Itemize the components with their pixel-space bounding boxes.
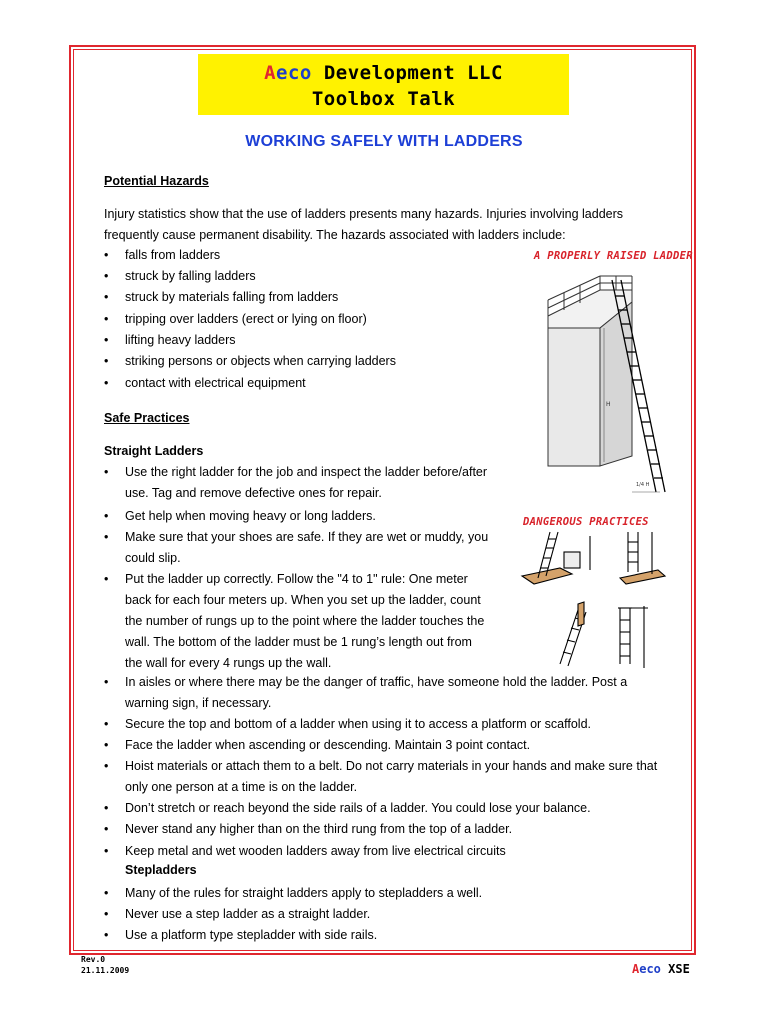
list-item-text: Many of the rules for straight ladders apply to stepladders a well.: [125, 886, 483, 900]
bullet-marker: •: [104, 572, 109, 586]
list-item-continuation: the wall for every 4 rungs up the wall.: [125, 656, 332, 670]
header-subtitle: Toolbox Talk: [311, 88, 456, 110]
bullet-marker: •: [104, 844, 109, 858]
list-item-continuation: use. Tag and remove defective ones for repair.: [125, 486, 382, 500]
list-item-text: lifting heavy ladders: [125, 333, 236, 347]
straight-ladders-heading: Straight Ladders: [104, 444, 204, 458]
bullet-marker: •: [104, 801, 109, 815]
list-item-text: contact with electrical equipment: [125, 376, 306, 390]
list-item-continuation: warning sign, if necessary.: [125, 696, 272, 710]
list-item-text: Don’t stretch or reach beyond the side rails of a ladder. You could lose your balance.: [125, 801, 591, 815]
company-name-rest: Development LLC: [311, 62, 503, 84]
bullet-marker: •: [104, 675, 109, 689]
footer-brand: [632, 962, 690, 976]
bullet-marker: •: [104, 354, 109, 368]
list-item-continuation: only one person at a time is on the ladder.: [125, 780, 358, 794]
list-item-continuation: could slip.: [125, 551, 181, 565]
dangerous-practices-caption: DANGEROUS PRACTICES: [523, 516, 649, 528]
list-item-text: tripping over ladders (erect or lying on floor): [125, 312, 367, 326]
stepladders-heading: Stepladders: [125, 863, 197, 877]
dangerous-practices-illustration: [520, 528, 685, 673]
base-dimension-label: 1/4 H: [636, 482, 650, 488]
list-item-text: Never stand any higher than on the third rung from the top of a ladder.: [125, 822, 513, 836]
list-item-text: Use a platform type stepladder with side rails.: [125, 928, 378, 942]
list-item-text: Hoist materials or attach them to a belt. Do not carry materials in your hands and make sure that: [125, 759, 658, 773]
list-item-text: struck by materials falling from ladders: [125, 290, 339, 304]
bullet-marker: •: [104, 509, 109, 523]
bullet-marker: •: [104, 248, 109, 262]
footer-brand-eco: eco: [639, 962, 661, 976]
raised-ladder-caption: A PROPERLY RAISED LADDER: [534, 250, 693, 262]
revision-label: Rev.0: [81, 955, 106, 964]
list-item-continuation: the number of rungs up to the point where the ladder touches the: [125, 614, 485, 628]
bullet-marker: •: [104, 717, 109, 731]
hazards-heading: Potential Hazards: [104, 174, 209, 188]
list-item-text: In aisles or where there may be the danger of traffic, have someone hold the ladder. Post a: [125, 675, 628, 689]
revision-date: 21.11.2009: [81, 966, 130, 975]
bullet-marker: •: [104, 376, 109, 390]
bullet-marker: •: [104, 312, 109, 326]
list-item-text: Face the ladder when ascending or descending. Maintain 3 point contact.: [125, 738, 531, 752]
hazards-intro-line-1: Injury statistics show that the use of ladders presents many hazards. Injuries involving ladders: [104, 207, 624, 221]
bullet-marker: •: [104, 759, 109, 773]
bullet-marker: •: [104, 886, 109, 900]
bullet-marker: •: [104, 269, 109, 283]
hazards-intro-line-2: frequently cause permanent disability. The hazards associated with ladders include:: [104, 228, 566, 242]
height-dimension-label: H: [606, 401, 611, 408]
list-item-text: Use the right ladder for the job and inspect the ladder before/after: [125, 465, 488, 479]
document-title: WORKING SAFELY WITH LADDERS: [245, 133, 523, 150]
bullet-marker: •: [104, 907, 109, 921]
bullet-marker: •: [104, 822, 109, 836]
bullet-marker: •: [104, 530, 109, 544]
footer-brand-suffix: XSE: [660, 962, 690, 976]
list-item-text: Put the ladder up correctly. Follow the "4 to 1" rule: One meter: [125, 572, 468, 586]
bullet-marker: •: [104, 738, 109, 752]
list-item-text: Get help when moving heavy or long ladders.: [125, 509, 376, 523]
safe-practices-heading: Safe Practices: [104, 411, 190, 425]
bullet-marker: •: [104, 928, 109, 942]
footer-brand-letter-a: A: [632, 962, 640, 976]
list-item-text: striking persons or objects when carrying ladders: [125, 354, 396, 368]
list-item-text: Make sure that your shoes are safe. If they are wet or muddy, you: [125, 530, 489, 544]
list-item-text: Never use a step ladder as a straight ladder.: [125, 907, 371, 921]
list-item-continuation: wall. The bottom of the ladder must be 1 rung’s length out from: [125, 635, 472, 649]
list-item-continuation: back for each four meters up. When you set up the ladder, count: [125, 593, 481, 607]
brand-eco: eco: [276, 62, 312, 84]
properly-raised-ladder-illustration: [520, 266, 680, 502]
list-item-text: struck by falling ladders: [125, 269, 256, 283]
list-item-text: Keep metal and wet wooden ladders away from live electrical circuits: [125, 844, 506, 858]
company-name: [198, 62, 569, 84]
bullet-marker: •: [104, 290, 109, 304]
header-banner: [198, 54, 569, 115]
list-item-text: Secure the top and bottom of a ladder when using it to access a platform or scaffold.: [125, 717, 592, 731]
bullet-marker: •: [104, 333, 109, 347]
list-item-text: falls from ladders: [125, 248, 221, 262]
bullet-marker: •: [104, 465, 109, 479]
brand-letter-a: A: [264, 62, 277, 84]
